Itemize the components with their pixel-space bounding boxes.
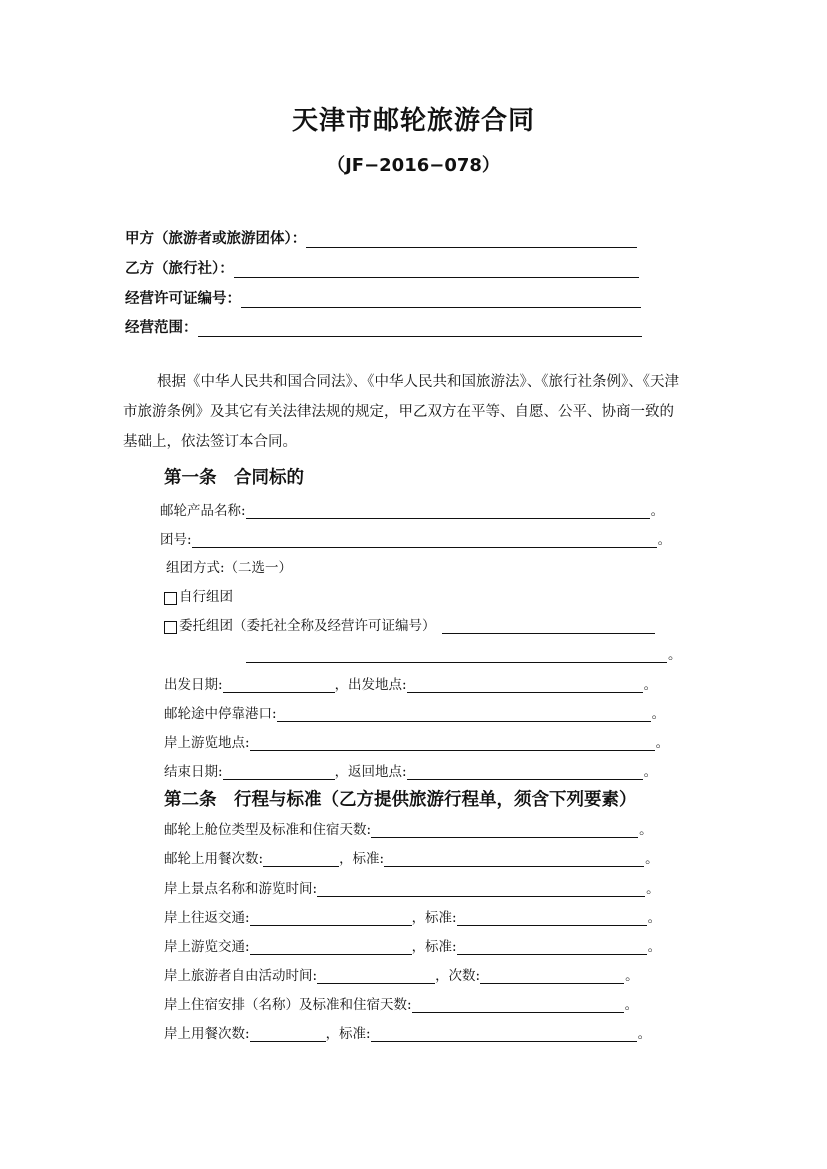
end-row	[164, 760, 657, 780]
departure-place-blank[interactable]	[407, 678, 643, 693]
option-entrust-row	[164, 614, 655, 634]
party-a-blank[interactable]	[306, 232, 637, 248]
free-time-label: 岸上旅游者自由活动时间:	[164, 968, 318, 984]
period: 。	[647, 939, 662, 955]
shore-spots-blank[interactable]	[317, 882, 645, 897]
shore-meals-blank[interactable]	[250, 1027, 326, 1042]
license-label: 经营许可证编号：	[125, 291, 241, 307]
party-b-label: 乙方（旅行社）：	[125, 261, 234, 277]
period: 。	[639, 822, 653, 838]
shore-places-blank[interactable]	[250, 736, 655, 751]
shore-transfer-blank[interactable]	[250, 911, 412, 926]
period: 。	[646, 881, 660, 897]
shore-transfer-standard-label: ，标准:	[411, 910, 457, 926]
ship-meals-label: 邮轮上用餐次数:	[164, 851, 264, 867]
free-time-row	[164, 964, 639, 984]
shore-meals-label: 岸上用餐次数:	[164, 1026, 250, 1042]
shore-places-label: 岸上游览地点:	[164, 735, 250, 751]
ship-meals-standard-label: ，标准:	[339, 851, 385, 867]
period: 。	[625, 968, 639, 984]
shore-meals-row	[164, 1022, 651, 1042]
ports-label: 邮轮途中停靠港口:	[164, 706, 277, 722]
license-blank[interactable]	[241, 292, 641, 308]
shore-tour-transport-row	[164, 935, 661, 955]
article-2-heading: 第二条 行程与标准（乙方提供旅游行程单，须含下列要素）	[164, 790, 637, 810]
entrust-blank[interactable]	[442, 619, 655, 634]
period: 。	[624, 997, 639, 1013]
cabin-row	[164, 818, 653, 838]
intro-line-3: 基础上，依法签订本合同。	[123, 434, 297, 450]
article-1-heading: 第一条 合同标的	[164, 468, 304, 488]
end-date-label: 结束日期:	[164, 764, 223, 780]
shore-transfer-label: 岸上往返交通:	[164, 910, 250, 926]
period: 。	[643, 677, 658, 693]
party-b-row	[125, 257, 639, 278]
period: 。	[657, 532, 672, 548]
shore-lodging-blank[interactable]	[412, 998, 624, 1013]
group-mode-label: 组团方式:（二选一）	[166, 560, 293, 576]
period: 。	[668, 647, 682, 663]
departure-row	[164, 673, 657, 693]
shore-tour-transport-standard-blank[interactable]	[457, 940, 647, 955]
times-blank[interactable]	[480, 969, 624, 984]
departure-date-blank[interactable]	[223, 678, 335, 693]
shore-lodging-row	[164, 993, 638, 1013]
departure-place-label: ，出发地点:	[334, 677, 407, 693]
entrust-blank-2[interactable]	[246, 648, 667, 663]
period: 。	[637, 1026, 652, 1042]
option-self-row	[164, 585, 233, 605]
shore-spots-label: 岸上景点名称和游览时间:	[164, 881, 318, 897]
group-no-row	[160, 528, 671, 548]
checkbox-entrust[interactable]	[164, 621, 177, 634]
times-label: ，次数:	[435, 968, 481, 984]
entrust-continued-row	[246, 643, 682, 663]
ship-meals-blank[interactable]	[263, 852, 339, 867]
intro-line-2: 市旅游条例》及其它有关法律法规的规定，甲乙双方在平等、自愿、公平、协商一致的	[123, 404, 674, 420]
shore-places-row	[164, 731, 669, 751]
intro-line-1: 根据《中华人民共和国合同法》、《中华人民共和国旅游法》、《旅行社条例》、《天津	[157, 374, 679, 390]
option-self-label: 自行组团	[179, 589, 233, 605]
contract-title: 天津市邮轮旅游合同	[291, 106, 535, 136]
period: 。	[647, 910, 662, 926]
return-place-label: ，返回地点:	[334, 764, 407, 780]
shore-tour-transport-blank[interactable]	[250, 940, 412, 955]
ship-meals-row	[164, 847, 659, 867]
group-no-blank[interactable]	[192, 533, 657, 548]
period: 。	[655, 735, 670, 751]
shore-spots-row	[164, 877, 660, 897]
shore-tour-transport-standard-label: ，标准:	[411, 939, 457, 955]
product-name-label: 邮轮产品名称:	[160, 503, 246, 519]
shore-lodging-label: 岸上住宿安排（名称）及标准和住宿天数:	[164, 997, 412, 1013]
free-time-blank[interactable]	[317, 969, 435, 984]
checkbox-self[interactable]	[164, 592, 177, 605]
party-a-row	[125, 227, 637, 248]
option-entrust-label: 委托组团（委托社全称及经营许可证编号）	[179, 618, 436, 634]
period: 。	[651, 706, 666, 722]
party-a-label: 甲方（旅游者或旅游团体）：	[125, 231, 307, 247]
ports-blank[interactable]	[277, 707, 651, 722]
shore-meals-standard-label: ，标准:	[325, 1026, 371, 1042]
scope-row	[125, 316, 642, 337]
end-date-blank[interactable]	[223, 765, 335, 780]
return-place-blank[interactable]	[407, 765, 643, 780]
shore-transfer-row	[164, 906, 661, 926]
period: 。	[645, 851, 659, 867]
party-b-blank[interactable]	[234, 262, 639, 278]
period: 。	[643, 764, 658, 780]
group-mode-row	[166, 556, 292, 576]
shore-tour-transport-label: 岸上游览交通:	[164, 939, 250, 955]
ship-meals-standard-blank[interactable]	[384, 852, 644, 867]
license-row	[125, 287, 641, 308]
product-name-blank[interactable]	[246, 504, 650, 519]
ports-row	[164, 702, 665, 722]
product-name-row	[160, 499, 664, 519]
cabin-label: 邮轮上舱位类型及标准和住宿天数:	[164, 822, 372, 838]
period: 。	[650, 503, 665, 519]
shore-transfer-standard-blank[interactable]	[457, 911, 647, 926]
group-no-label: 团号:	[160, 532, 192, 548]
contract-code: （JF−2016−078）	[327, 155, 500, 176]
departure-date-label: 出发日期:	[164, 677, 223, 693]
shore-meals-standard-blank[interactable]	[371, 1027, 637, 1042]
scope-blank[interactable]	[198, 321, 642, 337]
cabin-blank[interactable]	[371, 823, 638, 838]
scope-label: 经营范围：	[125, 320, 198, 336]
